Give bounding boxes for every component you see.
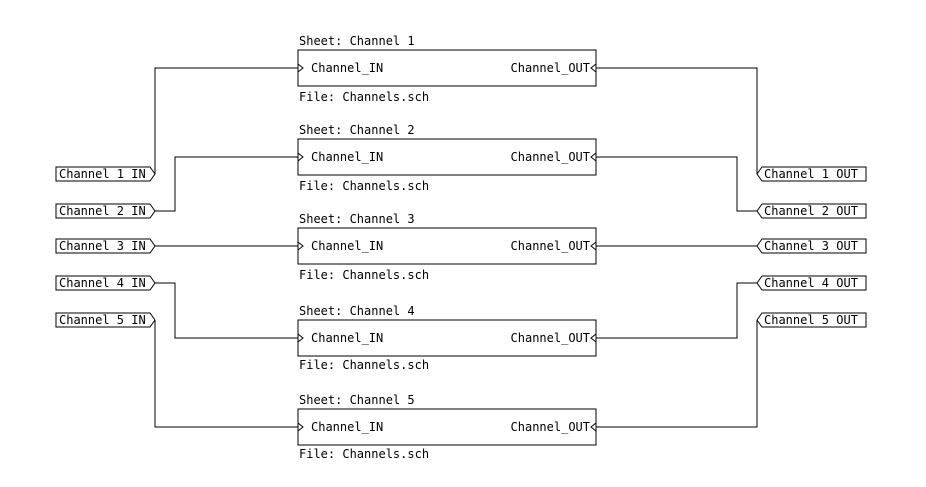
sheet-title: Sheet: Channel 5 — [299, 393, 415, 407]
wire-output-1[interactable] — [596, 68, 757, 174]
output-port-label: Channel_3_OUT — [764, 239, 858, 253]
sheet-out-pin-icon — [591, 64, 596, 72]
sheet-out-pin-label: Channel_OUT — [510, 61, 590, 75]
sheet-file-label: File: Channels.sch — [299, 90, 430, 104]
wire-output-5[interactable] — [596, 320, 757, 427]
sheet-in-pin-icon — [298, 334, 303, 342]
sheet-title: Sheet: Channel 3 — [299, 212, 415, 226]
sheet-in-pin-label: Channel_IN — [311, 150, 384, 164]
sheet-title: Sheet: Channel 1 — [299, 34, 415, 48]
wire-output-2[interactable] — [596, 157, 757, 211]
sheet-out-pin-label: Channel_OUT — [510, 150, 590, 164]
output-port-label: Channel_5_OUT — [764, 313, 858, 327]
sheet-out-pin-icon — [591, 423, 596, 431]
sheet-title: Sheet: Channel 2 — [299, 123, 415, 137]
wire-input-4[interactable] — [155, 283, 298, 338]
sheet-out-pin-icon — [591, 242, 596, 250]
output-port-label: Channel_1_OUT — [764, 167, 858, 181]
sheet-out-pin-label: Channel_OUT — [510, 331, 590, 345]
sheet-in-pin-label: Channel_IN — [311, 61, 384, 75]
sheet-out-pin-label: Channel_OUT — [510, 420, 590, 434]
sheet-in-pin-label: Channel_IN — [311, 239, 384, 253]
output-port-label: Channel_4_OUT — [764, 276, 858, 290]
input-port-label: Channel_3_IN — [59, 239, 146, 253]
sheet-in-pin-icon — [298, 423, 303, 431]
wire-input-2[interactable] — [155, 157, 298, 211]
sheet-in-pin-label: Channel_IN — [311, 331, 384, 345]
sheet-in-pin-label: Channel_IN — [311, 420, 384, 434]
input-port-label: Channel_2_IN — [59, 204, 146, 218]
input-port-label: Channel_4_IN — [59, 276, 146, 290]
wire-input-5[interactable] — [155, 320, 298, 427]
input-port-label: Channel_1_IN — [59, 167, 146, 181]
sheet-file-label: File: Channels.sch — [299, 447, 430, 461]
sheet-title: Sheet: Channel 4 — [299, 304, 415, 318]
sheet-file-label: File: Channels.sch — [299, 179, 430, 193]
sheet-out-pin-icon — [591, 334, 596, 342]
sheet-out-pin-label: Channel_OUT — [510, 239, 590, 253]
input-port-label: Channel_5_IN — [59, 313, 146, 327]
sheet-in-pin-icon — [298, 242, 303, 250]
sheet-file-label: File: Channels.sch — [299, 268, 430, 282]
sheet-file-label: File: Channels.sch — [299, 358, 430, 372]
sheet-in-pin-icon — [298, 153, 303, 161]
sheet-in-pin-icon — [298, 64, 303, 72]
sheet-out-pin-icon — [591, 153, 596, 161]
wire-output-4[interactable] — [596, 283, 757, 338]
wire-input-1[interactable] — [155, 68, 298, 174]
output-port-label: Channel_2_OUT — [764, 204, 858, 218]
